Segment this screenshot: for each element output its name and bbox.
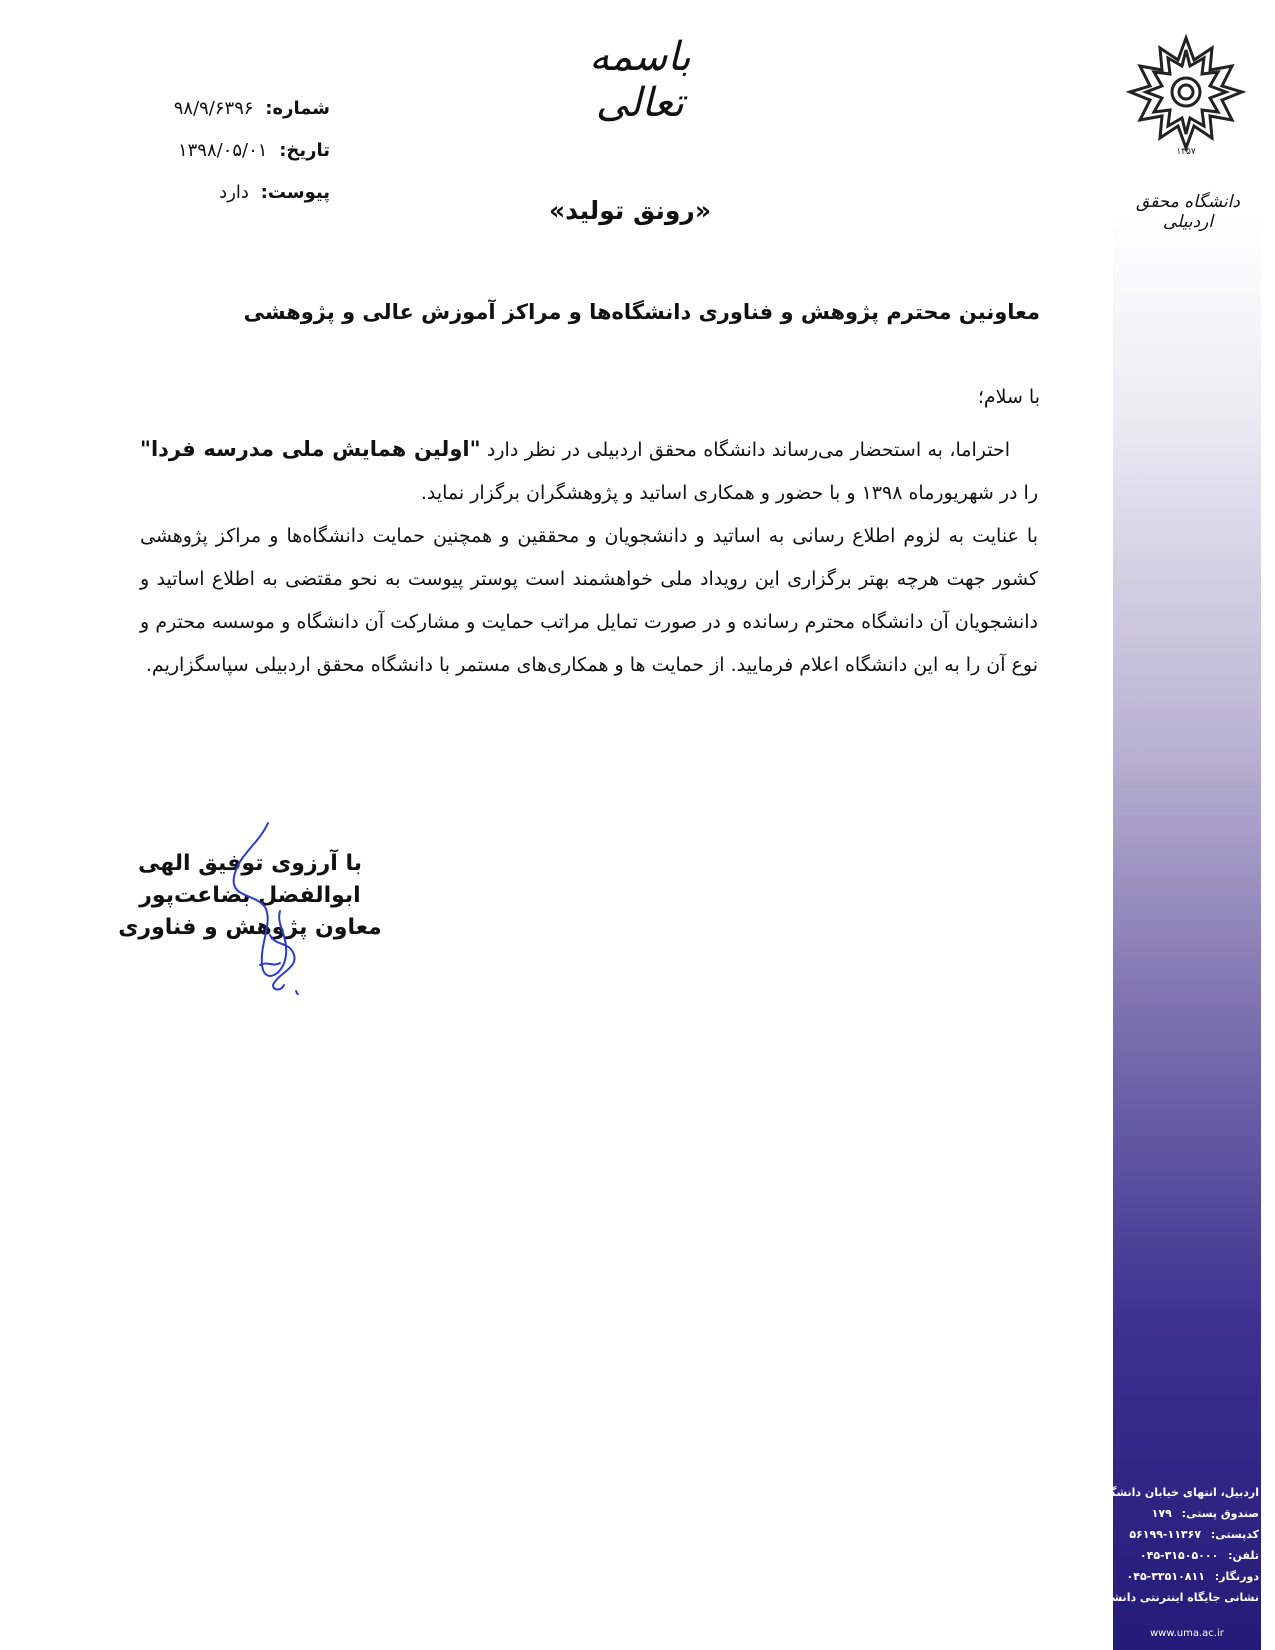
pobox-value: ۱۷۹: [1151, 1507, 1172, 1520]
letter-number: [120, 98, 330, 119]
postal-label: کدپستی:: [1210, 1528, 1259, 1541]
fax-value: ۰۴۵-۳۳۵۱۰۸۱۱: [1126, 1570, 1205, 1583]
phone-row: [1115, 1545, 1259, 1566]
body-paragraph-1: [140, 428, 1038, 515]
website-label: نشانی جایگاه اینترنتی دانشگاه: [1094, 1591, 1259, 1604]
bismillah-heading: باسمه تعالی: [589, 34, 691, 126]
pobox-label: صندوق پستی:: [1181, 1507, 1259, 1520]
date-value: ۱۳۹۸/۰۵/۰۱: [177, 140, 268, 161]
sidebar-band: [1094, 0, 1261, 1650]
contact-info: [1094, 1482, 1259, 1608]
p1-start: احتراما، به استحضار می‌رساند دانشگاه محقق اردبیلی در نظر دارد: [480, 439, 1010, 461]
attachment-label: پیوست:: [260, 182, 330, 203]
logo-year: ۱۳۵۷: [1176, 147, 1196, 157]
pobox-row: [1115, 1503, 1259, 1524]
fax-label: دورنگار:: [1214, 1570, 1259, 1583]
event-title: "اولین همایش ملی مدرسه فردا": [140, 437, 481, 461]
body-paragraph-2: با عنایت به لزوم اطلاع رسانی به اساتید و دانشجویان و محققین و همچنین حمایت دانشگاه‌ها و مراکز پژوهشی کشور جهت هرچه بهتر برگزاری این رویداد ملی خواهشمند است پوستر پیوست به نحو مقتضی به اطلاع اساتید و دانشجویان آن دانشگاه محترم رسانده و در صورت تمایل مراتب حمایت و مشارکت آن دانشگاه و موسسه محترم و نوع آن را به این دانشگاه اعلام فرمایید. از حمایت ها و همکاری‌های مستمر با دانشگاه محقق اردبیلی سپاسگزاریم.: [140, 525, 1038, 676]
university-logo-icon: [1124, 30, 1248, 158]
recipient-line: معاونین محترم پژوهش و فناوری دانشگاه‌ها و مراکز آموزش عالی و پژوهشی: [243, 300, 1040, 324]
logo-caption: دانشگاه محقق اردبیلی: [1136, 192, 1240, 232]
website-link[interactable]: www.uma.ac.ir: [1150, 1628, 1224, 1639]
phone-value: ۰۴۵-۳۱۵۰۵۰۰۰: [1139, 1549, 1219, 1562]
signatory-name: ابوالفضل بضاعت‌پور: [139, 883, 361, 908]
number-label: شماره:: [265, 98, 330, 119]
letter-date: [120, 140, 330, 161]
letter-body: [140, 428, 1038, 687]
closing-wish: با آرزوی توفیق الهی: [137, 851, 363, 876]
attachment-value: دارد: [219, 182, 249, 203]
number-value: ۹۸/۹/۶۳۹۶: [173, 98, 254, 119]
signature-icon: [200, 815, 340, 995]
postal-row: [1115, 1524, 1259, 1545]
address-line: اردبیل، انتهای خیابان دانشگاه: [1099, 1486, 1259, 1499]
slogan: «رونق تولید»: [549, 196, 711, 225]
postal-value: ۵۶۱۹۹-۱۱۳۶۷: [1129, 1528, 1202, 1541]
letter-attachment: [120, 182, 330, 203]
date-label: تاریخ:: [279, 140, 330, 161]
p1-end: را در شهریورماه ۱۳۹۸ و با حضور و همکاری اساتید و پژوهشگران برگزار نماید.: [420, 482, 1038, 504]
signatory-title: معاون پژوهش و فناوری: [118, 915, 382, 940]
fax-row: [1115, 1566, 1259, 1587]
phone-label: تلفن:: [1228, 1549, 1259, 1562]
greeting: با سلام؛: [977, 386, 1040, 408]
